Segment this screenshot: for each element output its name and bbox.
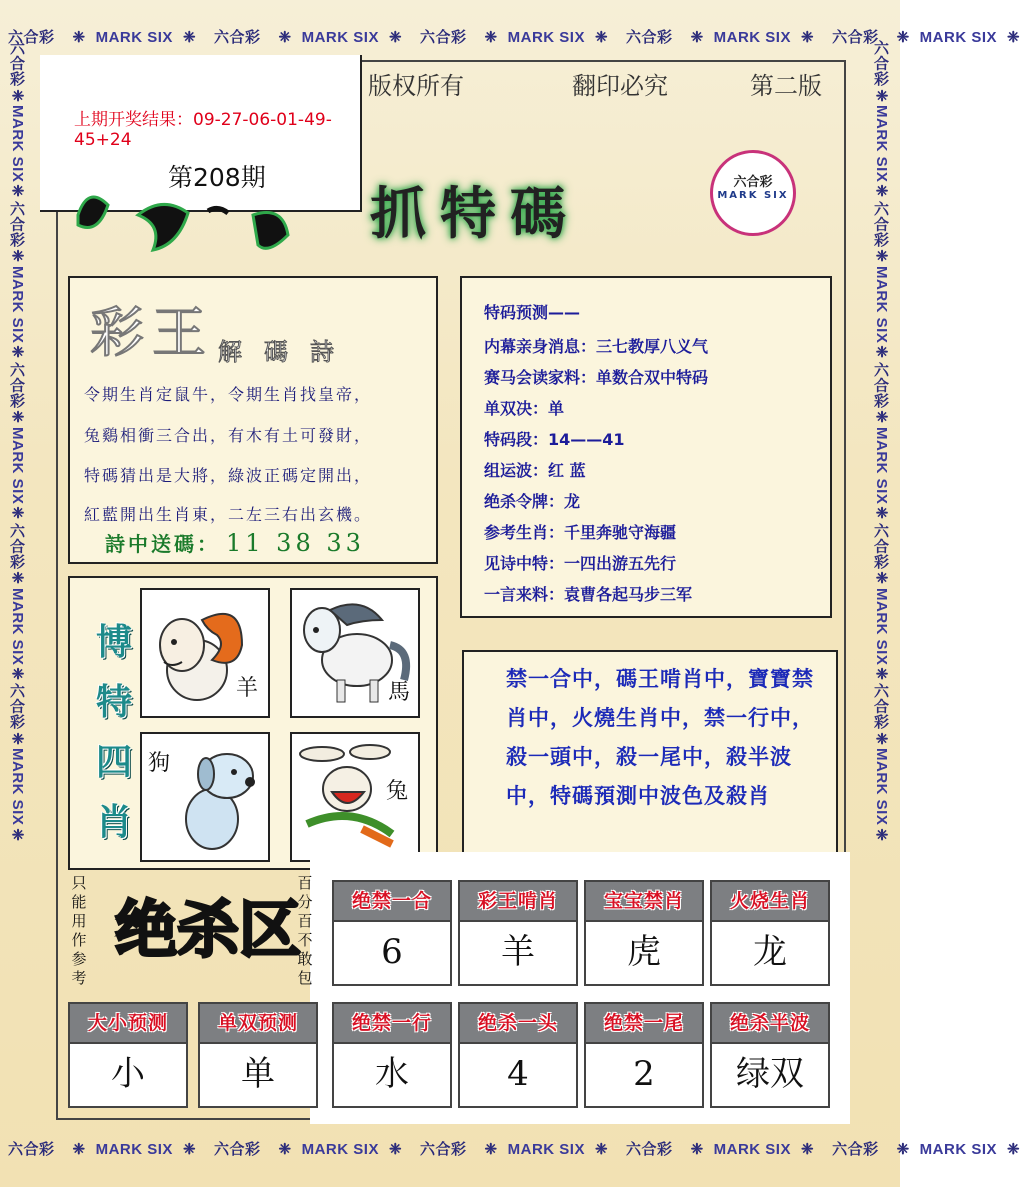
kill-cell-label-text: 单双预测 [217, 1012, 298, 1034]
zodiac-name-rabbit: 兔 [385, 779, 408, 804]
border-mark-text: MARK SIX [919, 29, 997, 46]
poem-line-1: 令期生肖定鼠牛，令期生肖找皇帝， [84, 385, 373, 404]
poem-gift-numbers [105, 528, 365, 557]
flower-icon: ❈ [9, 569, 26, 588]
kill-cell [710, 880, 830, 986]
border-top-strip [0, 26, 1021, 52]
border-mark-text: MARK SIX [873, 748, 890, 826]
kill-cell-value: 绿双 [710, 1044, 830, 1108]
border-mark-text: MARK SIX [713, 29, 791, 46]
kill-cell-value: 6 [332, 922, 452, 986]
prediction-item [484, 365, 708, 388]
border-mark-text: MARK SIX [873, 426, 890, 505]
flower-icon: ❈ [896, 1141, 910, 1158]
flower-icon: ❈ [873, 408, 890, 427]
kill-cell [458, 1002, 578, 1108]
prediction-key: 特码段： [484, 430, 549, 449]
kill-cell-value: 小 [68, 1044, 188, 1108]
border-logo-text: 六合彩 [872, 200, 890, 248]
logo-bottom-text: MARK SIX [717, 190, 789, 201]
kill-cell-label-text: 绝杀半波 [729, 1012, 810, 1034]
edition-text: 第二版 [750, 72, 822, 100]
last-result-label: 上期开奖结果： [74, 110, 193, 130]
zodiac-name-sheep: 羊 [235, 676, 258, 701]
poem-title-big: 彩王 [90, 301, 214, 364]
kill-cell [584, 880, 704, 986]
flower-icon: ❈ [800, 1141, 815, 1158]
flower-icon: ❈ [1007, 1141, 1021, 1158]
zodiac-cell-horse [290, 588, 420, 718]
kill-zone-right-note: 百分百不敢包 [297, 874, 313, 987]
kill-cell-label-text: 绝杀一头 [477, 1012, 558, 1034]
prediction-item [484, 551, 676, 574]
last-result-line [74, 105, 360, 150]
issue-number: 第208期 [168, 163, 266, 192]
border-logo-text: 六合彩 [420, 28, 467, 46]
kill-cell-label [710, 880, 830, 922]
flower-icon: ❈ [873, 729, 890, 749]
flower-icon: ❈ [594, 29, 609, 46]
flower-icon: ❈ [72, 29, 86, 46]
kill-cell-label-text: 宝宝禁肖 [603, 890, 684, 912]
mark-six-logo [710, 150, 796, 236]
border-mark-text: MARK SIX [873, 105, 890, 183]
border-mark-text: MARK SIX [9, 105, 26, 183]
prediction-item [484, 396, 564, 419]
flower-icon: ❈ [9, 343, 26, 362]
border-mark-text: MARK SIX [301, 1141, 379, 1158]
flower-icon: ❈ [873, 247, 890, 266]
flower-icon: ❈ [873, 343, 890, 362]
border-logo-text: 六合彩 [872, 40, 890, 87]
border-logo-text: 六合彩 [8, 28, 55, 46]
border-logo-text: 六合彩 [872, 361, 890, 409]
prediction-value: 一四出游五先行 [564, 554, 677, 573]
poem-line-3: 特碼猜出是大將，綠波正碼定開出， [84, 466, 373, 485]
zodiac-cell-sheep [140, 588, 270, 718]
zodiac-cell-dog [140, 732, 270, 862]
kill-zone-left-note: 只能用作参考 [71, 874, 87, 987]
border-mark-text: MARK SIX [507, 29, 585, 46]
kill-cell-label-text: 彩王啃肖 [477, 890, 558, 912]
prediction-item [484, 520, 676, 543]
border-mark-text: MARK SIX [301, 29, 379, 46]
kill-cell-label-text: 绝禁一行 [351, 1012, 432, 1034]
prediction-value: 单 [548, 399, 565, 418]
flower-icon: ❈ [873, 504, 890, 523]
main-title: 抓特碼 [370, 181, 580, 247]
flower-icon: ❈ [896, 29, 910, 46]
prediction-header: 特码预测—— [484, 303, 581, 322]
border-logo-text: 六合彩 [832, 28, 879, 46]
prediction-value: 三七教厚八义气 [596, 337, 709, 356]
border-logo-text: 六合彩 [8, 683, 26, 730]
flower-icon: ❈ [9, 182, 26, 201]
kill-cell-label-text: 火烧生肖 [729, 890, 810, 912]
zodiac-name-horse: 馬 [387, 680, 410, 705]
flower-icon: ❈ [9, 825, 26, 845]
border-mark-text: MARK SIX [919, 1141, 997, 1158]
four-zodiac-char-3: 四 [95, 741, 132, 783]
prediction-key: 内幕亲身消息： [484, 337, 597, 356]
poem-line-2: 兔鷄相衝三合出，有木有土可發財， [84, 426, 373, 445]
prediction-value: 单数合双中特码 [596, 368, 709, 387]
flower-icon: ❈ [594, 1141, 609, 1158]
flower-icon: ❈ [9, 504, 26, 523]
gift-label: 詩中送碼： [105, 532, 220, 556]
kill-cell-label [584, 880, 704, 922]
border-logo-text: 六合彩 [626, 1140, 673, 1158]
flower-icon: ❈ [873, 86, 890, 105]
kill-cell-label-text: 绝禁一合 [351, 890, 432, 912]
kill-cell-label [710, 1002, 830, 1044]
prediction-key: 单双决： [484, 399, 549, 418]
kill-cell-label-text: 绝禁一尾 [603, 1012, 684, 1034]
border-logo-text: 六合彩 [832, 1140, 879, 1158]
kill-cell [584, 1002, 704, 1108]
border-mark-text: MARK SIX [873, 587, 890, 665]
border-logo-text: 六合彩 [420, 1140, 467, 1158]
border-logo-text: 六合彩 [8, 200, 26, 248]
border-logo-text: 六合彩 [8, 40, 26, 87]
kill-cell-label [332, 1002, 452, 1044]
kill-cell [710, 1002, 830, 1108]
border-logo-text: 六合彩 [872, 522, 890, 570]
four-zodiac-char-1: 博 [95, 621, 132, 663]
flower-icon: ❈ [278, 29, 292, 46]
border-mark-text: MARK SIX [9, 265, 26, 344]
border-mark-text: MARK SIX [95, 29, 173, 46]
border-bottom-strip [0, 1138, 1021, 1164]
flower-icon: ❈ [9, 247, 26, 266]
flower-icon: ❈ [182, 1141, 197, 1158]
prediction-item [484, 489, 580, 512]
prediction-value: 红 蓝 [548, 461, 586, 480]
flower-icon: ❈ [72, 1141, 86, 1158]
flower-icon: ❈ [9, 664, 26, 684]
flower-icon: ❈ [9, 729, 26, 749]
kill-cell [198, 1002, 318, 1108]
border-mark-text: MARK SIX [9, 748, 26, 826]
poem-line-4: 紅藍開出生肖東，二左三右出玄機。 [84, 505, 373, 524]
zodiac-cell-rabbit [290, 732, 420, 862]
flower-icon: ❈ [9, 408, 26, 427]
kill-cell-value: 单 [198, 1044, 318, 1108]
kill-cell-label [68, 1002, 188, 1044]
logo-top-text: 六合彩 [733, 175, 773, 190]
zodiac-name-dog: 狗 [148, 751, 171, 776]
border-logo-text: 六合彩 [214, 28, 261, 46]
prediction-key: 赛马会读家料： [484, 368, 597, 387]
kill-cell-label [332, 880, 452, 922]
prediction-key: 参考生肖： [484, 523, 565, 542]
prediction-value: 14——41 [548, 430, 625, 449]
poem-title-small: 解碼詩 [218, 338, 356, 366]
prediction-item [484, 458, 586, 481]
kill-cell-label [198, 1002, 318, 1044]
prediction-key: 一言来料： [484, 585, 565, 604]
kill-cell-label [458, 1002, 578, 1044]
border-logo-text: 六合彩 [8, 1140, 55, 1158]
prediction-item [484, 582, 692, 605]
border-logo-text: 六合彩 [8, 361, 26, 409]
notes-text: 禁一合中，碼王啃肖中，寶寶禁肖中，火燒生肖中，禁一行中，殺一頭中，殺一尾中，殺半波中，特碼預測中波色及殺肖 [506, 667, 814, 808]
kill-zone-title: 绝杀区 [115, 893, 302, 966]
four-zodiac-title [84, 612, 144, 852]
kill-cell [458, 880, 578, 986]
kill-cell-label [458, 880, 578, 922]
flower-icon: ❈ [484, 1141, 498, 1158]
border-mark-text: MARK SIX [873, 265, 890, 344]
prediction-item [484, 427, 625, 450]
prediction-value: 龙 [564, 492, 581, 511]
border-logo-text: 六合彩 [8, 522, 26, 570]
prediction-key: 绝杀令牌： [484, 492, 565, 511]
prediction-key: 见诗中特： [484, 554, 565, 573]
border-logo-text: 六合彩 [872, 683, 890, 730]
flower-icon: ❈ [388, 29, 403, 46]
last-result-value: 09-27-06-01-49-45+24 [74, 110, 332, 150]
four-zodiac-char-2: 特 [95, 681, 132, 723]
prediction-value: 千里奔驰守海疆 [564, 523, 677, 542]
prediction-value: 袁曹各起马步三军 [564, 585, 693, 604]
kill-cell-value: 虎 [584, 922, 704, 986]
kill-cell-value: 4 [458, 1044, 578, 1108]
border-logo-text: 六合彩 [214, 1140, 261, 1158]
flower-icon: ❈ [690, 1141, 704, 1158]
gift-numbers: 11 38 33 [226, 529, 365, 557]
kill-cell-value: 2 [584, 1044, 704, 1108]
flower-icon: ❈ [484, 29, 498, 46]
border-mark-text: MARK SIX [507, 1141, 585, 1158]
flower-icon: ❈ [182, 29, 197, 46]
no-reprint-text: 翻印必究 [572, 72, 668, 100]
kill-cell-value: 羊 [458, 922, 578, 986]
border-mark-text: MARK SIX [95, 1141, 173, 1158]
kill-cell [68, 1002, 188, 1108]
flower-icon: ❈ [873, 825, 890, 845]
border-right-strip [864, 40, 900, 1150]
border-mark-text: MARK SIX [9, 426, 26, 505]
flower-icon: ❈ [873, 569, 890, 588]
four-zodiac-char-4: 肖 [95, 801, 132, 843]
border-logo-text: 六合彩 [626, 28, 673, 46]
flower-icon: ❈ [690, 29, 704, 46]
prediction-item [484, 334, 708, 357]
kill-cell-value: 龙 [710, 922, 830, 986]
flower-icon: ❈ [9, 86, 26, 105]
border-left-strip [0, 40, 36, 1150]
title-decoration [68, 175, 298, 270]
kill-cell-value: 水 [332, 1044, 452, 1108]
flower-icon: ❈ [388, 1141, 403, 1158]
kill-cell-label [584, 1002, 704, 1044]
flower-icon: ❈ [873, 182, 890, 201]
border-mark-text: MARK SIX [9, 587, 26, 665]
kill-cell [332, 880, 452, 986]
border-mark-text: MARK SIX [713, 1141, 791, 1158]
kill-cell-label-text: 大小预测 [87, 1012, 168, 1034]
flower-icon: ❈ [873, 664, 890, 684]
flower-icon: ❈ [278, 1141, 292, 1158]
prediction-key: 组运波： [484, 461, 549, 480]
kill-cell [332, 1002, 452, 1108]
copyright-text: 版权所有 [368, 72, 464, 100]
flower-icon: ❈ [800, 29, 815, 46]
flower-icon: ❈ [1007, 29, 1021, 46]
